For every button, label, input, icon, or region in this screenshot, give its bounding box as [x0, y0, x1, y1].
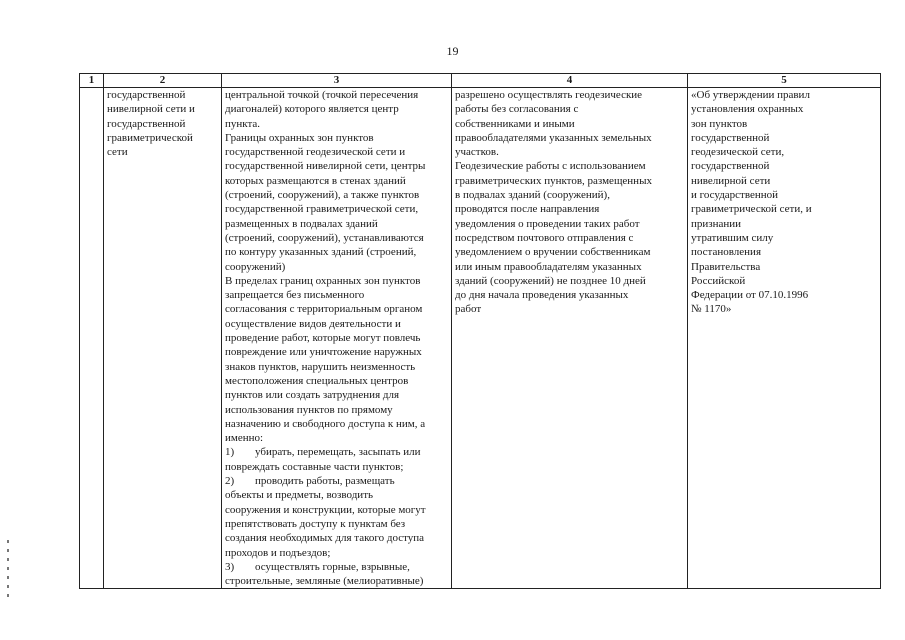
cell-col-4-text: разрешено осуществлять геодезические работы без согласования с собственниками и иными правообладателями указанных земельных участков. Геодезические работы с использованием гравиметрических пунктов, размещенных в подвалах зданий (сооружений), проводятся после направления уведомления о проведении таких работ посредством почтового отправления с уведомлением о вручении собственникам или иным правообладателям указанных зданий (сооружений) не позднее 10 дней до дня начала проведения указанных работ [455, 89, 652, 316]
header-col-5: 5 [688, 74, 881, 88]
list-item [225, 560, 448, 589]
header-col-2: 2 [104, 74, 222, 88]
list-item-number: 2) [225, 475, 235, 488]
page-number: 19 [446, 44, 459, 58]
cell-col-2 [104, 88, 222, 589]
header-row [80, 74, 881, 88]
document-table [79, 73, 881, 589]
table-row [80, 88, 881, 589]
table-header [80, 74, 881, 88]
cell-col-5-text: «Об утверждении правил установления охранных зон пунктов государственной геодезической сети, государственной нивелирной сети и государственной гравиметрической сети, и признании утратившим силу постановления Правительства Российской Федерации от 07.10.1996 № 1170» [691, 89, 812, 316]
cell-col-3 [222, 88, 452, 589]
scan-edge-marks [7, 540, 9, 600]
list-item [225, 445, 448, 474]
cell-col-2-text: государственной нивелирной сети и государственной гравиметрической сети [107, 89, 195, 159]
cell-col-4 [452, 88, 688, 589]
header-col-1: 1 [80, 74, 104, 88]
header-col-3: 3 [222, 74, 452, 88]
header-col-4: 4 [452, 74, 688, 88]
list-item-text: осуществлять горные, взрывные, строительные, земляные (мелиоративные) [225, 560, 424, 588]
cell-col-1 [80, 88, 104, 589]
cell-col-3-intro: центральной точкой (точкой пересечения диагоналей) которого является центр пункта. Границы охранных зон пунктов государственной геодезической сети и государственной нивелирной сети, центры которых размещаются в стенах зданий (строений, сооружений), а также пунктов государственной гравиметрической сети, размещенных в подвалах зданий (строений, сооружений), устанавливаются по контуру указанных зданий (строений, сооружений) В пределах границ охранных зон пунктов запрещается без письменного согласования с территориальным органом осуществление видов деятельности и проведение работ, которые могут повлечь повреждение или уничтожение наружных знаков пунктов, нарушить неизменность местоположения специальных центров пунктов или создать затруднения для использования пунктов по прямому назначению и свободного доступа к ним, а именно: [225, 89, 426, 445]
list-item-text: убирать, перемещать, засыпать или повреждать составные части пунктов; [225, 446, 421, 473]
cell-col-5 [688, 88, 881, 589]
list-item [225, 474, 448, 560]
list-item-text: проводить работы, размещать объекты и предметы, возводить сооружения и конструкции, которые могут препятствовать доступу к пунктам без создания необходимых для такого доступа проходов и подъездов; [225, 475, 426, 559]
list-item-number: 3) [225, 560, 235, 573]
list-item-number: 1) [225, 446, 235, 459]
